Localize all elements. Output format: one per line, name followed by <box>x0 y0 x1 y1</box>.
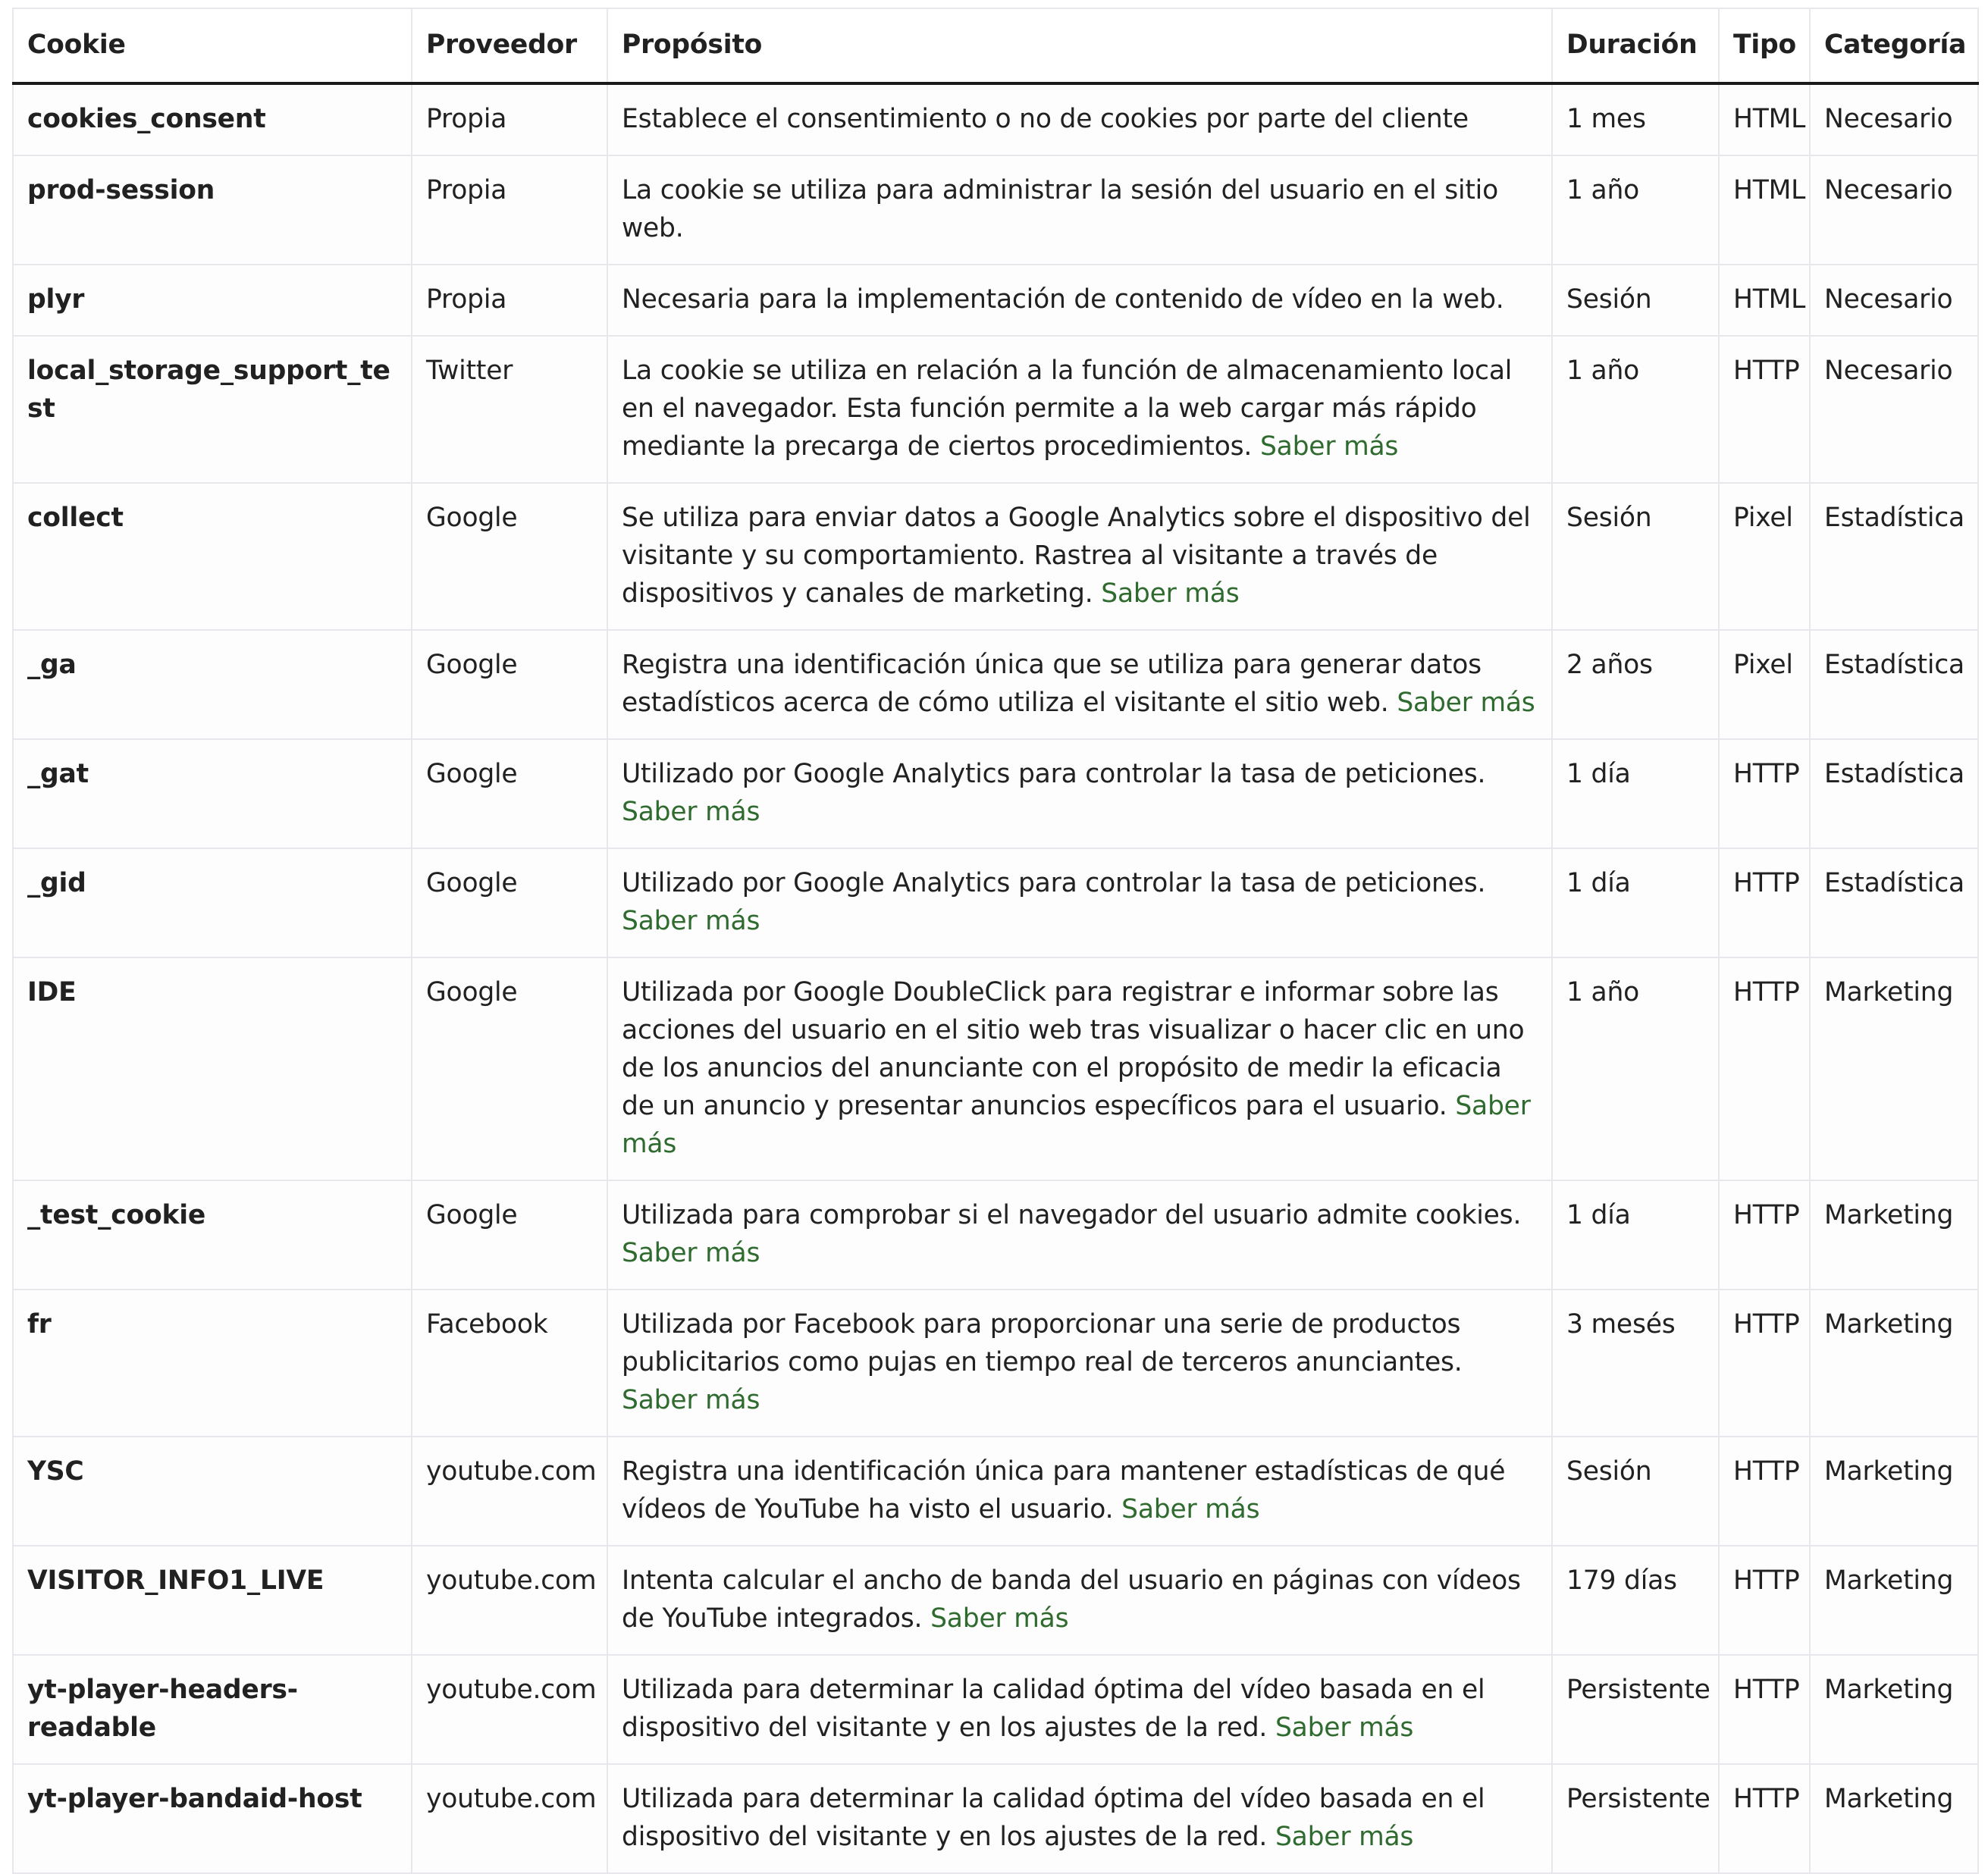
type-cell: HTTP <box>1719 336 1810 483</box>
saber-mas-link[interactable]: Saber más <box>622 1091 1531 1159</box>
type-cell: HTML <box>1719 265 1810 336</box>
purpose-cell <box>607 483 1552 630</box>
category-cell: Marketing <box>1810 1290 1978 1437</box>
duration-cell: 1 mes <box>1552 83 1719 155</box>
purpose-cell <box>607 1437 1552 1546</box>
duration-cell: Persistente <box>1552 1764 1719 1873</box>
table-row <box>13 1437 1978 1546</box>
type-cell: HTTP <box>1719 1290 1810 1437</box>
provider-cell: youtube.com <box>412 1764 607 1873</box>
purpose-cell <box>607 1764 1552 1873</box>
purpose-cell <box>607 848 1552 957</box>
table-row <box>13 1290 1978 1437</box>
cookie-name-cell: plyr <box>13 265 412 336</box>
provider-cell: Propia <box>412 155 607 265</box>
category-cell: Marketing <box>1810 1764 1978 1873</box>
table-row <box>13 83 1978 155</box>
category-cell: Necesario <box>1810 155 1978 265</box>
category-cell: Estadística <box>1810 848 1978 957</box>
cookie-name-cell: cookies_consent <box>13 83 412 155</box>
duration-cell: 1 año <box>1552 957 1719 1180</box>
category-cell: Estadística <box>1810 483 1978 630</box>
cookie-table-container <box>12 8 1977 1874</box>
duration-cell: 179 días <box>1552 1546 1719 1655</box>
table-row <box>13 1764 1978 1873</box>
category-cell: Marketing <box>1810 957 1978 1180</box>
category-cell: Marketing <box>1810 1437 1978 1546</box>
saber-mas-link[interactable]: Saber más <box>1121 1494 1260 1525</box>
cookie-name-cell: _gat <box>13 739 412 848</box>
provider-cell: youtube.com <box>412 1546 607 1655</box>
type-cell: HTTP <box>1719 1437 1810 1546</box>
purpose-text: Utilizado por Google Analytics para controlar la tasa de peticiones. <box>622 759 1486 789</box>
table-row <box>13 155 1978 265</box>
type-cell: Pixel <box>1719 483 1810 630</box>
provider-cell: Propia <box>412 265 607 336</box>
table-row <box>13 1655 1978 1764</box>
purpose-text: Registra una identificación única para mantener estadísticas de qué vídeos de YouTube ha visto el usuario. <box>622 1456 1506 1525</box>
category-cell: Necesario <box>1810 336 1978 483</box>
purpose-text: Establece el consentimiento o no de cookies por parte del cliente <box>622 104 1469 134</box>
provider-cell: youtube.com <box>412 1437 607 1546</box>
purpose-text: Utilizada para determinar la calidad óptima del vídeo basada en el dispositivo del visitante y en los ajustes de la red. <box>622 1675 1485 1743</box>
duration-cell: 1 año <box>1552 155 1719 265</box>
type-cell: Pixel <box>1719 630 1810 739</box>
duration-cell: 3 mesés <box>1552 1290 1719 1437</box>
duration-cell: 1 día <box>1552 739 1719 848</box>
category-cell: Estadística <box>1810 739 1978 848</box>
purpose-text: Intenta calcular el ancho de banda del usuario en páginas con vídeos de YouTube integrados. <box>622 1565 1521 1634</box>
provider-cell: Google <box>412 739 607 848</box>
purpose-cell <box>607 957 1552 1180</box>
purpose-text: Utilizada para comprobar si el navegador del usuario admite cookies. <box>622 1200 1522 1230</box>
saber-mas-link[interactable]: Saber más <box>622 906 760 936</box>
type-cell: HTML <box>1719 155 1810 265</box>
category-cell: Marketing <box>1810 1180 1978 1290</box>
type-cell: HTTP <box>1719 1764 1810 1873</box>
duration-cell: 2 años <box>1552 630 1719 739</box>
category-cell: Marketing <box>1810 1546 1978 1655</box>
duration-cell: 1 año <box>1552 336 1719 483</box>
purpose-text: La cookie se utiliza en relación a la función de almacenamiento local en el navegador. Esta función permite a la web cargar más rápido mediante la precarga de ciertos procedimientos. <box>622 356 1513 462</box>
cookie-name-cell: VISITOR_INFO1_LIVE <box>13 1546 412 1655</box>
provider-cell: Facebook <box>412 1290 607 1437</box>
type-cell: HTTP <box>1719 957 1810 1180</box>
table-body <box>13 83 1978 1873</box>
purpose-cell <box>607 1290 1552 1437</box>
table-row <box>13 739 1978 848</box>
cookie-table <box>12 8 1979 1874</box>
saber-mas-link[interactable]: Saber más <box>622 1385 760 1415</box>
header-cookie: Cookie <box>13 8 412 83</box>
provider-cell: Twitter <box>412 336 607 483</box>
saber-mas-link[interactable]: Saber más <box>930 1603 1069 1634</box>
saber-mas-link[interactable]: Saber más <box>622 1238 760 1268</box>
purpose-cell <box>607 1546 1552 1655</box>
category-cell: Necesario <box>1810 265 1978 336</box>
duration-cell: 1 día <box>1552 1180 1719 1290</box>
header-row <box>13 8 1978 83</box>
provider-cell: Google <box>412 483 607 630</box>
saber-mas-link[interactable]: Saber más <box>1275 1822 1414 1852</box>
saber-mas-link[interactable]: Saber más <box>622 797 760 827</box>
purpose-text: Registra una identificación única que se utiliza para generar datos estadísticos acerca de cómo utiliza el visitante el sitio web. <box>622 650 1482 718</box>
header-category: Categoría <box>1810 8 1978 83</box>
table-row <box>13 957 1978 1180</box>
table-row <box>13 265 1978 336</box>
duration-cell: Sesión <box>1552 1437 1719 1546</box>
category-cell: Estadística <box>1810 630 1978 739</box>
cookie-name-cell: fr <box>13 1290 412 1437</box>
table-row <box>13 336 1978 483</box>
cookie-name-cell: _ga <box>13 630 412 739</box>
purpose-cell <box>607 265 1552 336</box>
table-row <box>13 1180 1978 1290</box>
type-cell: HTTP <box>1719 1655 1810 1764</box>
cookie-name-cell: _gid <box>13 848 412 957</box>
header-purpose: Propósito <box>607 8 1552 83</box>
duration-cell: 1 día <box>1552 848 1719 957</box>
saber-mas-link[interactable]: Saber más <box>1259 431 1399 462</box>
purpose-text: Utilizada por Google DoubleClick para registrar e informar sobre las acciones del usuario en el sitio web tras visualizar o hacer clic en uno de los anuncios del anunciante con el propósito de medir la eficacia de un anuncio y presentar anuncios específicos para el usuario. <box>622 977 1525 1121</box>
purpose-text: Se utiliza para enviar datos a Google Analytics sobre el dispositivo del visitante y su comportamiento. Rastrea al visitante a través de dispositivos y canales de marketing. <box>622 503 1531 609</box>
cookie-name-cell: local_storage_support_test <box>13 336 412 483</box>
header-provider: Proveedor <box>412 8 607 83</box>
purpose-cell <box>607 1180 1552 1290</box>
provider-cell: Propia <box>412 83 607 155</box>
table-row <box>13 1546 1978 1655</box>
duration-cell: Sesión <box>1552 483 1719 630</box>
cookie-name-cell: collect <box>13 483 412 630</box>
cookie-name-cell: IDE <box>13 957 412 1180</box>
table-row <box>13 483 1978 630</box>
header-duration: Duración <box>1552 8 1719 83</box>
type-cell: HTTP <box>1719 848 1810 957</box>
cookie-name-cell: prod-session <box>13 155 412 265</box>
cookie-name-cell: yt-player-bandaid-host <box>13 1764 412 1873</box>
cookie-name-cell: yt-player-headers-readable <box>13 1655 412 1764</box>
category-cell: Necesario <box>1810 83 1978 155</box>
purpose-text: La cookie se utiliza para administrar la sesión del usuario en el sitio web. <box>622 175 1498 243</box>
category-cell: Marketing <box>1810 1655 1978 1764</box>
type-cell: HTTP <box>1719 1180 1810 1290</box>
provider-cell: youtube.com <box>412 1655 607 1764</box>
saber-mas-link[interactable]: Saber más <box>1275 1713 1414 1743</box>
purpose-cell <box>607 336 1552 483</box>
purpose-cell <box>607 1655 1552 1764</box>
header-type: Tipo <box>1719 8 1810 83</box>
cookie-name-cell: YSC <box>13 1437 412 1546</box>
purpose-text: Necesaria para la implementación de contenido de vídeo en la web. <box>622 284 1504 315</box>
purpose-cell <box>607 630 1552 739</box>
provider-cell: Google <box>412 957 607 1180</box>
purpose-text: Utilizada para determinar la calidad óptima del vídeo basada en el dispositivo del visitante y en los ajustes de la red. <box>622 1784 1485 1852</box>
duration-cell: Sesión <box>1552 265 1719 336</box>
purpose-cell <box>607 155 1552 265</box>
provider-cell: Google <box>412 630 607 739</box>
type-cell: HTML <box>1719 83 1810 155</box>
saber-mas-link[interactable]: Saber más <box>1101 578 1240 609</box>
type-cell: HTTP <box>1719 739 1810 848</box>
purpose-cell <box>607 83 1552 155</box>
purpose-cell <box>607 739 1552 848</box>
purpose-text: Utilizado por Google Analytics para controlar la tasa de peticiones. <box>622 868 1486 898</box>
saber-mas-link[interactable]: Saber más <box>1397 688 1535 718</box>
provider-cell: Google <box>412 848 607 957</box>
table-row <box>13 848 1978 957</box>
purpose-text: Utilizada por Facebook para proporcionar una serie de productos publicitarios como pujas en tiempo real de terceros anunciantes. <box>622 1309 1463 1377</box>
cookie-name-cell: _test_cookie <box>13 1180 412 1290</box>
table-row <box>13 630 1978 739</box>
provider-cell: Google <box>412 1180 607 1290</box>
duration-cell: Persistente <box>1552 1655 1719 1764</box>
table-header <box>13 8 1978 83</box>
type-cell: HTTP <box>1719 1546 1810 1655</box>
